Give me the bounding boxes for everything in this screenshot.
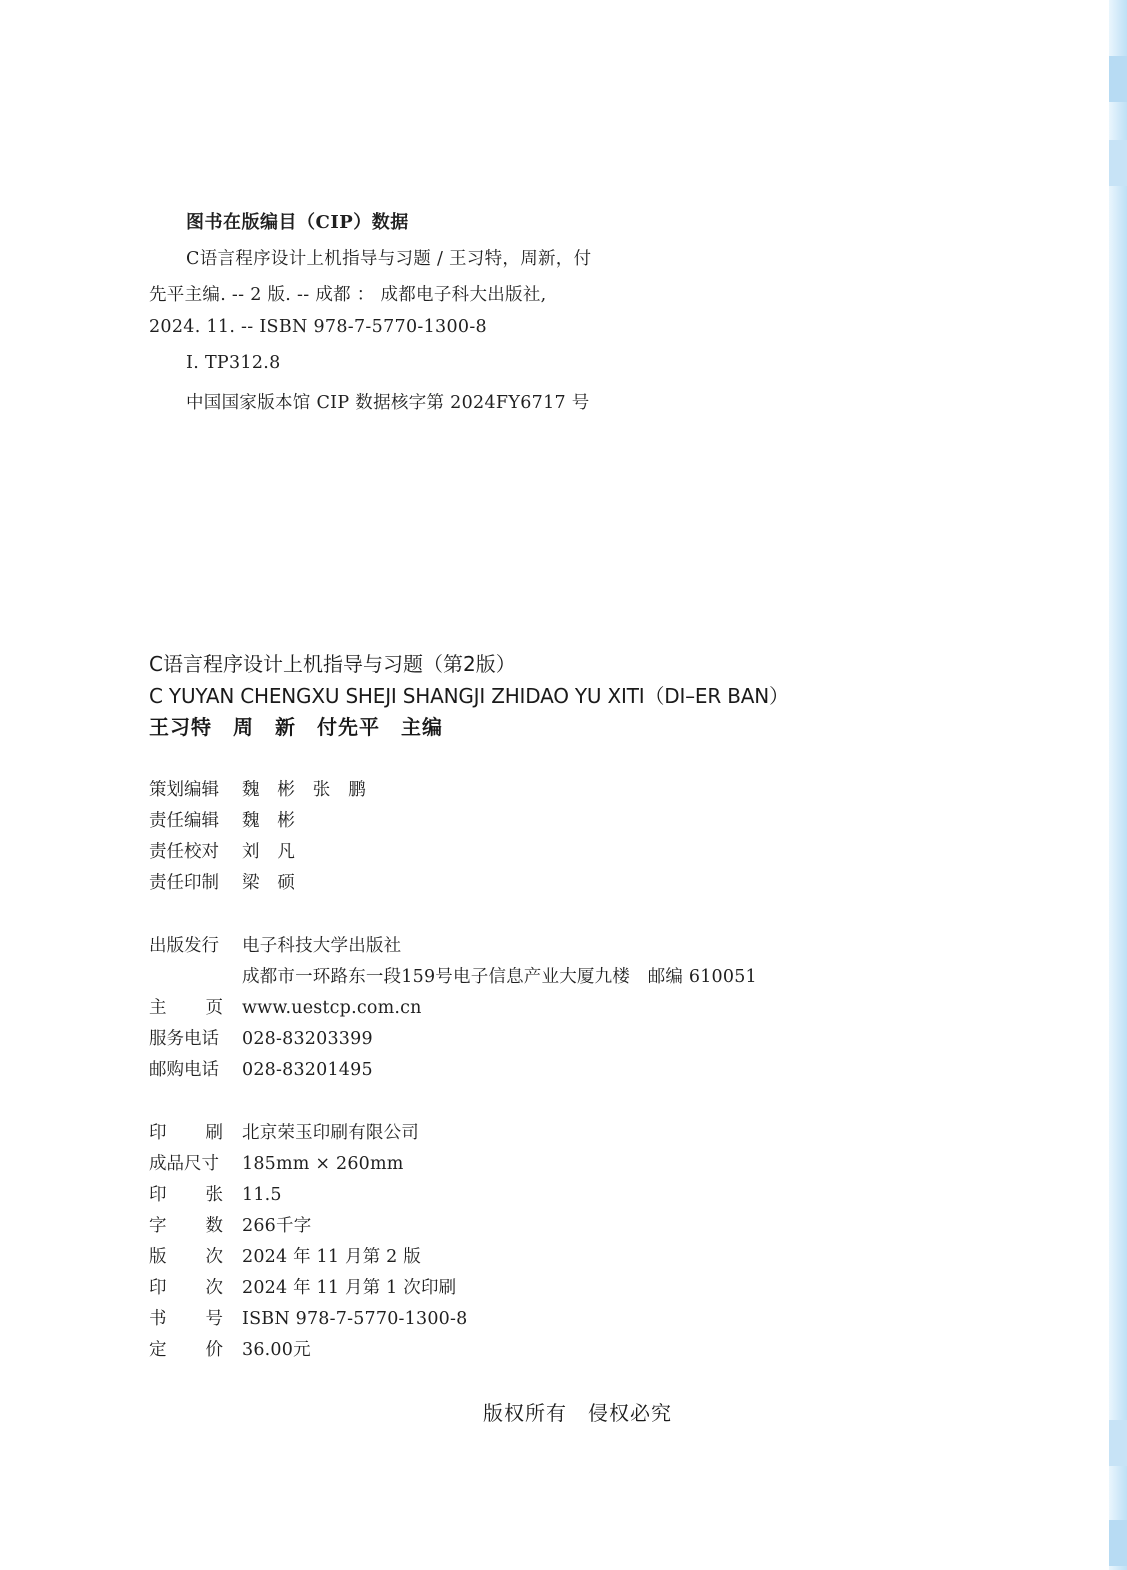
book-authors: 王习特 周 新 付先平 主编	[149, 715, 443, 739]
label-char: 数	[205, 1216, 223, 1236]
cip-classification: Ⅰ. TP312.8	[186, 353, 281, 373]
printer-row	[149, 1119, 419, 1143]
edge-tab	[1109, 1420, 1127, 1466]
info-label	[149, 1274, 223, 1299]
info-value: 魏 彬	[242, 811, 296, 831]
edition-row	[149, 1243, 421, 1267]
copyright-notice: 版权所有 侵权必究	[483, 1401, 672, 1425]
homepage-url: www.uestcp.com.cn	[242, 998, 422, 1018]
label-char: 号	[205, 1309, 223, 1329]
sheets-row	[149, 1181, 282, 1205]
label-char: 书	[149, 1309, 167, 1329]
label-char: 定	[149, 1340, 167, 1360]
label-char: 印	[149, 1278, 167, 1298]
info-label: 责任印制	[149, 873, 219, 893]
label-char: 字	[149, 1216, 167, 1236]
label-char: 次	[205, 1247, 223, 1267]
label-char: 版	[149, 1247, 167, 1267]
info-value: 刘 凡	[242, 842, 296, 862]
service-phone-row	[149, 1025, 373, 1049]
info-label: 策划编辑	[149, 780, 219, 800]
homepage-row	[149, 994, 422, 1018]
book-title: C语言程序设计上机指导与习题（第2版）	[149, 652, 516, 676]
mail-phone: 028-83201495	[242, 1060, 373, 1080]
mail-phone-row	[149, 1056, 373, 1080]
info-label: 成品尺寸	[149, 1154, 219, 1174]
trim-size-row	[149, 1150, 404, 1174]
page-edge-strip	[1109, 0, 1127, 1570]
publisher-name: 电子科技大学出版社	[242, 936, 402, 956]
info-value: 185mm × 260mm	[242, 1154, 404, 1174]
edge-tab	[1109, 140, 1127, 186]
info-label: 出版发行	[149, 936, 219, 956]
print-supervisor-row	[149, 869, 295, 893]
label-char: 页	[205, 998, 223, 1018]
label-char: 张	[205, 1185, 223, 1205]
info-value: 2024 年 11 月第 2 版	[242, 1247, 421, 1267]
info-value: 36.00元	[242, 1340, 311, 1360]
impression-row	[149, 1274, 456, 1298]
label-char: 次	[205, 1278, 223, 1298]
info-value: 2024 年 11 月第 1 次印刷	[242, 1278, 457, 1298]
word-count-row	[149, 1212, 311, 1236]
planning-editor-row	[149, 776, 366, 800]
info-value: 梁 硕	[242, 873, 296, 893]
book-title-pinyin: C YUYAN CHENGXU SHEJI SHANGJI ZHIDAO YU XITI（DI–ER BAN）	[149, 684, 789, 708]
publisher-address-row	[149, 963, 757, 987]
label-char: 价	[205, 1340, 223, 1360]
label-char: 主	[149, 998, 167, 1018]
price-row	[149, 1336, 311, 1360]
info-label	[149, 1212, 223, 1237]
proofreader-row	[149, 838, 295, 862]
edge-tab	[1109, 1520, 1127, 1566]
info-value: ISBN 978-7-5770-1300-8	[242, 1309, 468, 1329]
info-label: 责任编辑	[149, 811, 219, 831]
info-value: 11.5	[242, 1185, 282, 1205]
publisher-row	[149, 932, 401, 956]
cip-line-2: 先平主编. -- 2 版. -- 成都 ： 成都电子科大出版社,	[149, 285, 547, 305]
label-char: 印	[149, 1185, 167, 1205]
label-char: 刷	[205, 1123, 223, 1143]
info-label: 服务电话	[149, 1029, 219, 1049]
label-char: 印	[149, 1123, 167, 1143]
info-value: 北京荣玉印刷有限公司	[242, 1123, 419, 1143]
cip-line-1: C语言程序设计上机指导与习题 / 王习特，周新，付	[186, 249, 592, 269]
info-label	[149, 1181, 223, 1206]
responsible-editor-row	[149, 807, 295, 831]
cip-title: 图书在版编目（CIP）数据	[186, 212, 409, 233]
service-phone: 028-83203399	[242, 1029, 373, 1049]
publisher-address: 成都市一环路东一段159号电子信息产业大厦九楼 邮编 610051	[242, 967, 757, 987]
isbn-row	[149, 1305, 467, 1329]
info-label	[149, 1119, 223, 1144]
info-label	[149, 1305, 223, 1330]
info-value: 魏 彬 张 鹏	[242, 780, 366, 800]
info-value: 266千字	[242, 1216, 312, 1236]
cip-line-3: 2024. 11. -- ISBN 978-7-5770-1300-8	[149, 317, 487, 337]
edge-tab	[1109, 56, 1127, 102]
info-label: 邮购电话	[149, 1060, 219, 1080]
info-label	[149, 994, 223, 1019]
info-label	[149, 1243, 223, 1268]
info-label: 责任校对	[149, 842, 219, 862]
info-label	[149, 1336, 223, 1361]
cip-record-number: 中国国家版本馆 CIP 数据核字第 2024FY6717 号	[186, 393, 590, 413]
